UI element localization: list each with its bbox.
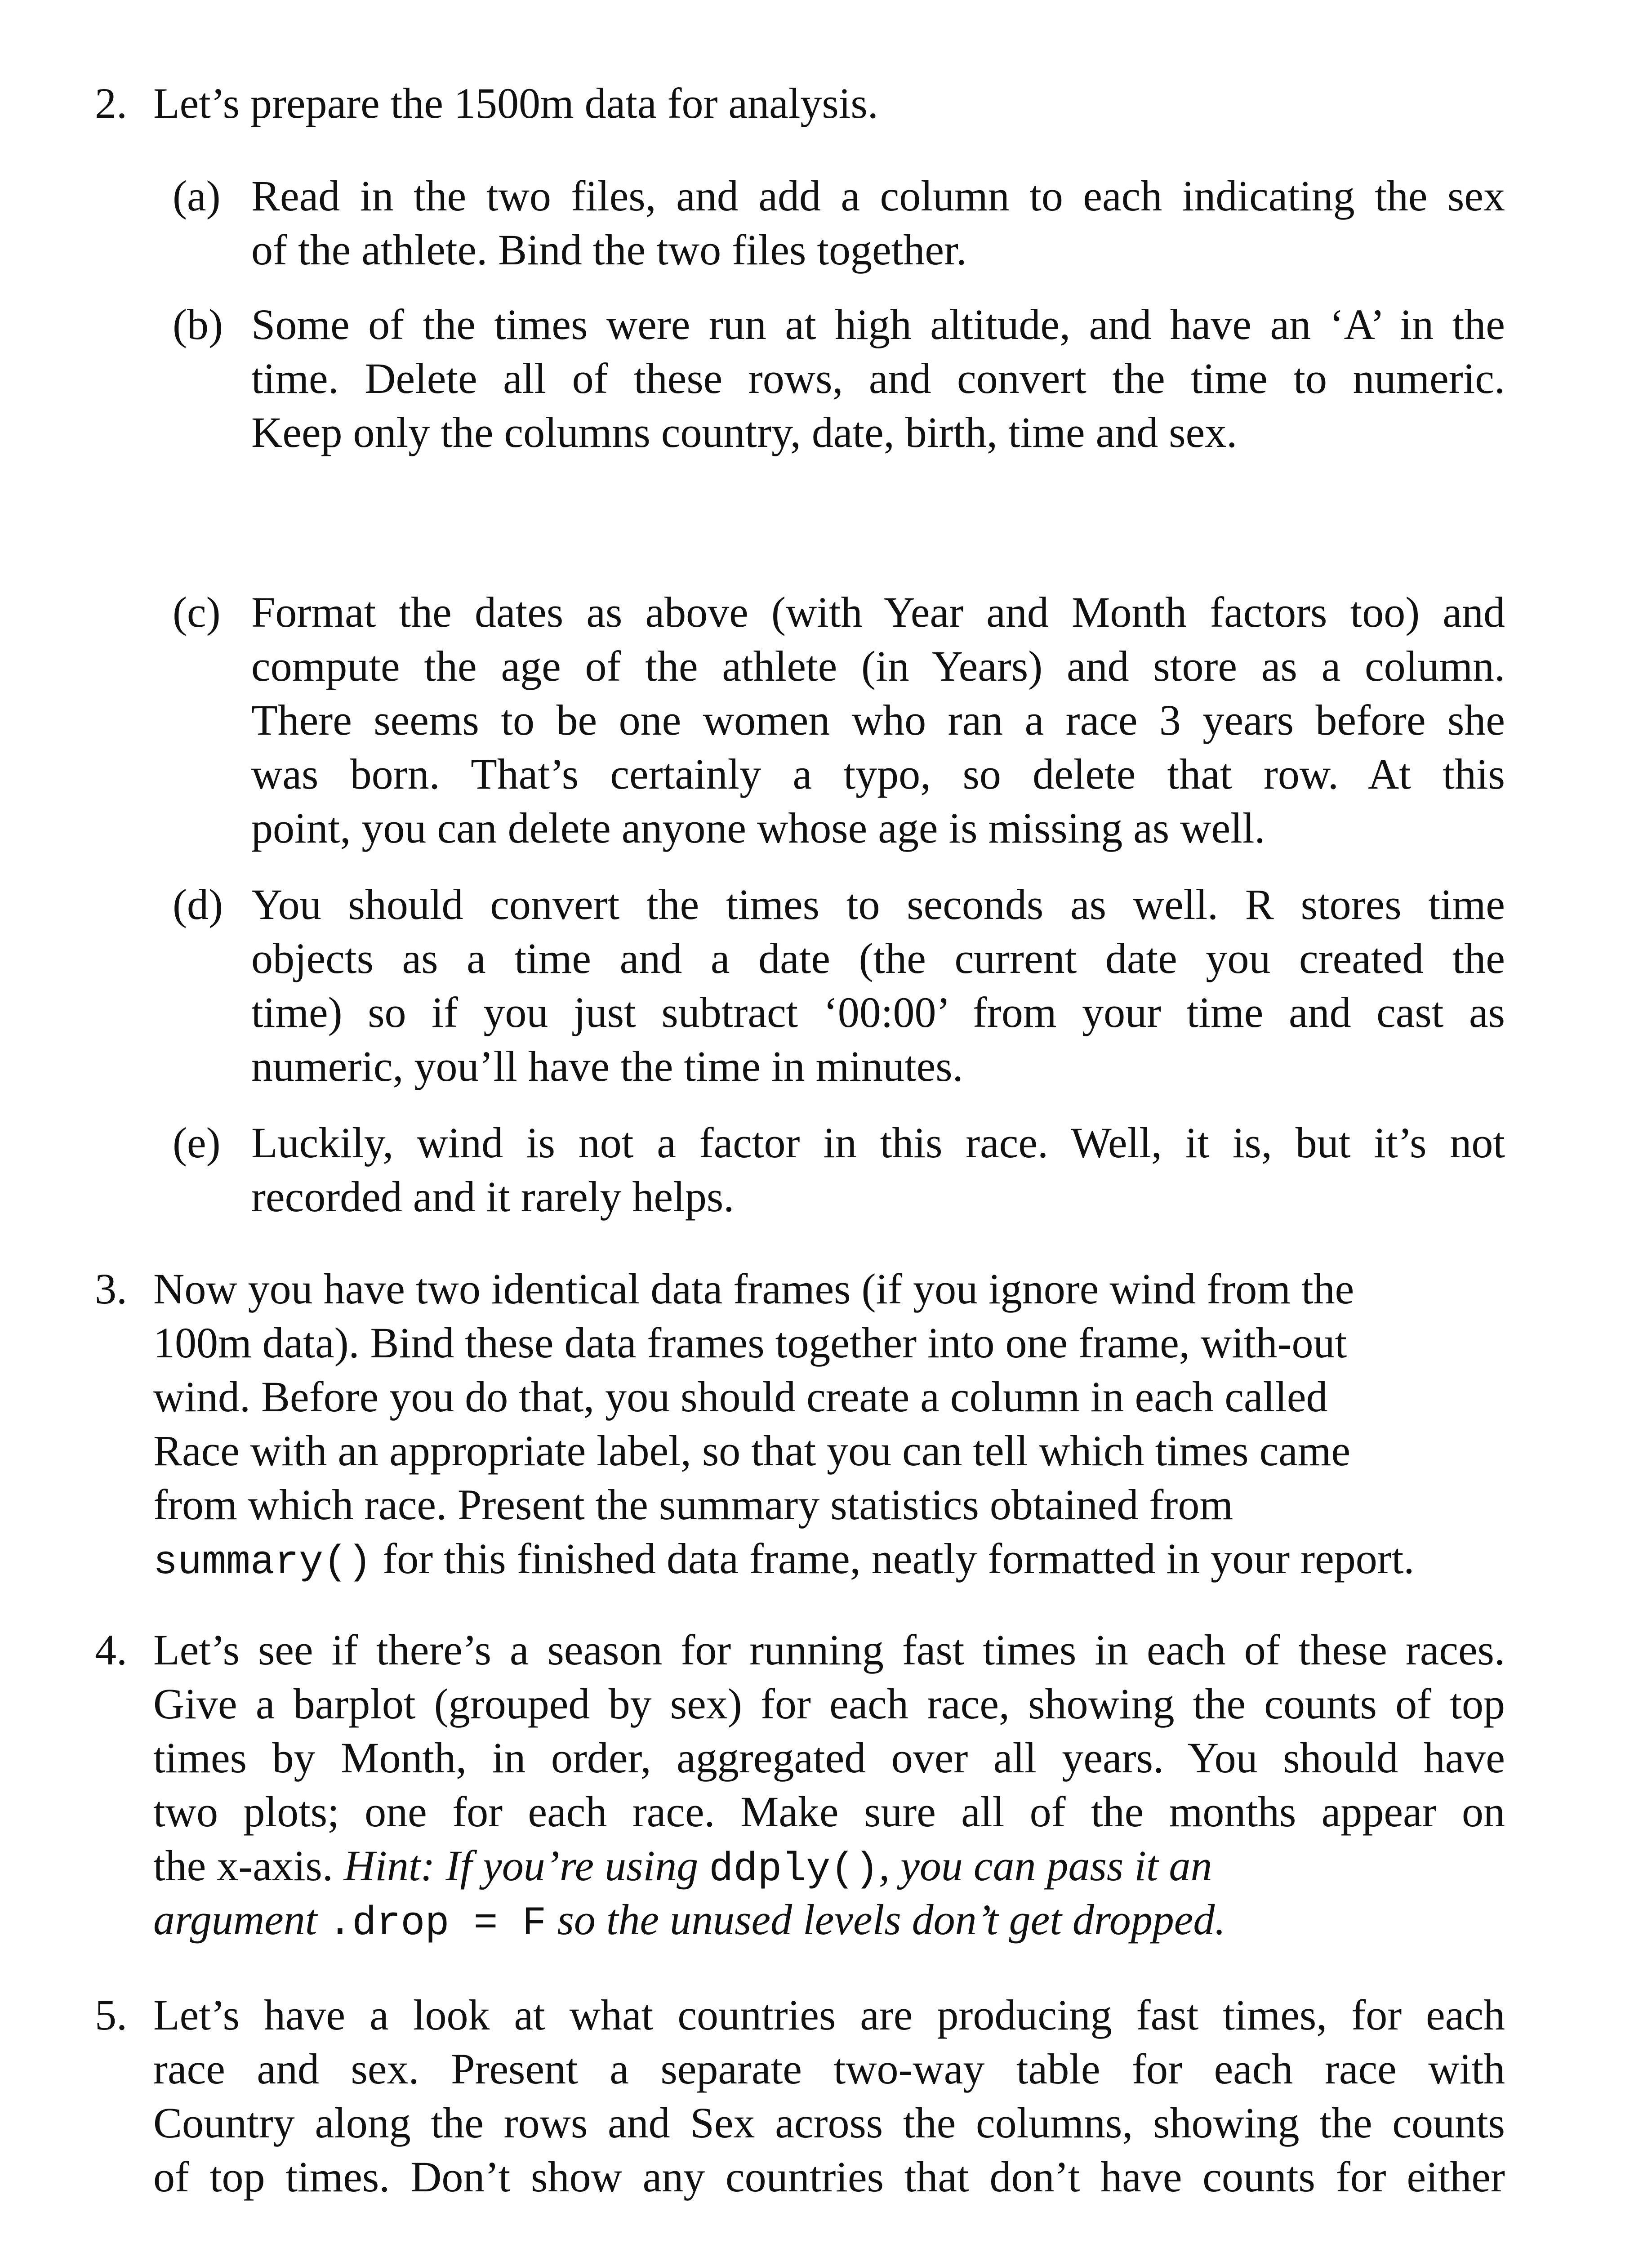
- text-line: [251, 1116, 1505, 1170]
- italic-span: Hint: If you’re using: [343, 1842, 709, 1890]
- item-label: (a): [173, 172, 221, 220]
- text-line: [251, 747, 1505, 801]
- text-span: wind. Before you do that, you should create a column in each called: [153, 1373, 1328, 1421]
- text-span: Format the dates as above (with Year and Month factors too) and: [251, 588, 1505, 636]
- item-text: [153, 76, 1505, 130]
- text-line: [251, 1039, 1505, 1093]
- text-line: [153, 1424, 1505, 1478]
- text-line: [153, 1370, 1505, 1424]
- item-2e: [0, 1116, 1652, 1224]
- text-line: [153, 2150, 1505, 2204]
- item-text: [251, 169, 1505, 277]
- text-span: Now you have two identical data frames (if you ignore wind from the: [153, 1265, 1354, 1313]
- text-line: [153, 1839, 1505, 1893]
- text-span: Race with an appropriate label, so that you can tell which times came: [153, 1427, 1351, 1475]
- item-4: [0, 1623, 1652, 1947]
- italic-span: argument: [153, 1896, 328, 1944]
- text-span: race and sex. Present a separate two-way table for each race with: [153, 2045, 1505, 2093]
- text-line: [251, 693, 1505, 747]
- text-line: [153, 1731, 1505, 1785]
- text-span: the x-axis.: [153, 1842, 344, 1890]
- text-span: time) so if you just subtract ‘00:00’ from your time and cast as: [251, 988, 1505, 1036]
- text-line: [153, 1677, 1505, 1731]
- item-label: 4.: [95, 1626, 127, 1674]
- text-span: of the athlete. Bind the two files together.: [251, 226, 967, 274]
- item-2b: [0, 298, 1652, 459]
- text-line: [153, 1623, 1505, 1677]
- text-span: numeric, you’ll have the time in minutes.: [251, 1042, 963, 1090]
- text-line: [251, 801, 1505, 855]
- text-span: Read in the two files, and add a column to each indicating the sex: [251, 172, 1505, 220]
- item-text: [153, 1988, 1505, 2204]
- text-span: point, you can delete anyone whose age is missing as well.: [251, 804, 1265, 852]
- text-line: [153, 2042, 1505, 2096]
- text-span: of top times. Don’t show any countries that don’t have counts for either: [153, 2153, 1505, 2201]
- item-2a: [0, 169, 1652, 277]
- text-span: Some of the times were run at high altitude, and have an ‘A’ in the: [251, 300, 1505, 348]
- item-label: (d): [173, 880, 223, 928]
- text-span: objects as a time and a date (the current date you created the: [251, 934, 1505, 982]
- text-line: [153, 1785, 1505, 1839]
- text-span: Let’s see if there’s a season for running fast times in each of these races.: [153, 1626, 1505, 1674]
- text-span: was born. That’s certainly a typo, so delete that row. At this: [251, 750, 1505, 798]
- text-span: Let’s have a look at what countries are producing fast times, for each: [153, 1991, 1505, 2039]
- item-label: 5.: [95, 1991, 127, 2039]
- text-line: [153, 2096, 1505, 2150]
- text-line: [251, 585, 1505, 639]
- text-line: [153, 1988, 1505, 2042]
- text-span: times by Month, in order, aggregated over all years. You should have: [153, 1734, 1505, 1782]
- text-line: [153, 1893, 1505, 1947]
- text-span: recorded and it rarely helps.: [251, 1173, 735, 1221]
- text-span: time. Delete all of these rows, and convert the time to numeric.: [251, 354, 1505, 402]
- text-span: from which race. Present the summary statistics obtained from: [153, 1481, 1233, 1529]
- item-label: 3.: [95, 1265, 127, 1313]
- text-span: compute the age of the athlete (in Years) and store as a column.: [251, 642, 1505, 690]
- item-text: [251, 878, 1505, 1093]
- text-line: [251, 406, 1505, 459]
- text-line: [251, 932, 1505, 986]
- item-2d: [0, 878, 1652, 1093]
- text-line: [251, 169, 1505, 223]
- text-line: [251, 878, 1505, 932]
- text-line: [153, 1262, 1505, 1316]
- text-line: [251, 223, 1505, 277]
- text-span: 100m data). Bind these data frames together into one frame, with-out: [153, 1319, 1347, 1367]
- text-span: two plots; one for each race. Make sure all of the months appear on: [153, 1788, 1505, 1836]
- code-span: .drop = F: [328, 1901, 547, 1947]
- code-span: summary(): [153, 1540, 372, 1586]
- text-line: [251, 298, 1505, 352]
- text-span: Luckily, wind is not a factor in this race. Well, it is, but it’s not: [251, 1119, 1505, 1167]
- item-text: [251, 298, 1505, 459]
- item-label: (c): [173, 588, 221, 636]
- item-text: [251, 1116, 1505, 1224]
- item-text: [153, 1262, 1505, 1586]
- italic-span: , you can pass it an: [879, 1842, 1212, 1890]
- text-line: [153, 1532, 1505, 1586]
- item-text: [153, 1623, 1505, 1947]
- text-span: for this finished data frame, neatly formatted in your report.: [372, 1534, 1415, 1583]
- text-line: [251, 352, 1505, 406]
- text-line: [251, 1170, 1505, 1224]
- item-label: 2.: [95, 79, 127, 127]
- text-line: [251, 986, 1505, 1039]
- text-line: [153, 76, 1505, 130]
- text-line: [251, 639, 1505, 693]
- text-span: Country along the rows and Sex across the columns, showing the counts: [153, 2099, 1505, 2147]
- code-span: ddply(): [709, 1847, 879, 1893]
- text-span: There seems to be one women who ran a race 3 years before she: [251, 696, 1505, 744]
- text-line: [153, 1316, 1505, 1370]
- text-line: [153, 1478, 1505, 1532]
- item-3: [0, 1262, 1652, 1586]
- italic-span: so the unused levels don’t get dropped.: [546, 1896, 1226, 1944]
- item-5: [0, 1988, 1652, 2204]
- text-span: You should convert the times to seconds as well. R stores time: [251, 880, 1505, 928]
- item-label: (e): [173, 1119, 221, 1167]
- text-span: Let’s prepare the 1500m data for analysis.: [153, 79, 878, 127]
- text-span: Keep only the columns country, date, birth, time and sex.: [251, 408, 1238, 456]
- item-2: [0, 76, 1652, 130]
- item-2c: [0, 585, 1652, 855]
- text-span: Give a barplot (grouped by sex) for each race, showing the counts of top: [153, 1680, 1505, 1728]
- item-label: (b): [173, 300, 223, 348]
- item-text: [251, 585, 1505, 855]
